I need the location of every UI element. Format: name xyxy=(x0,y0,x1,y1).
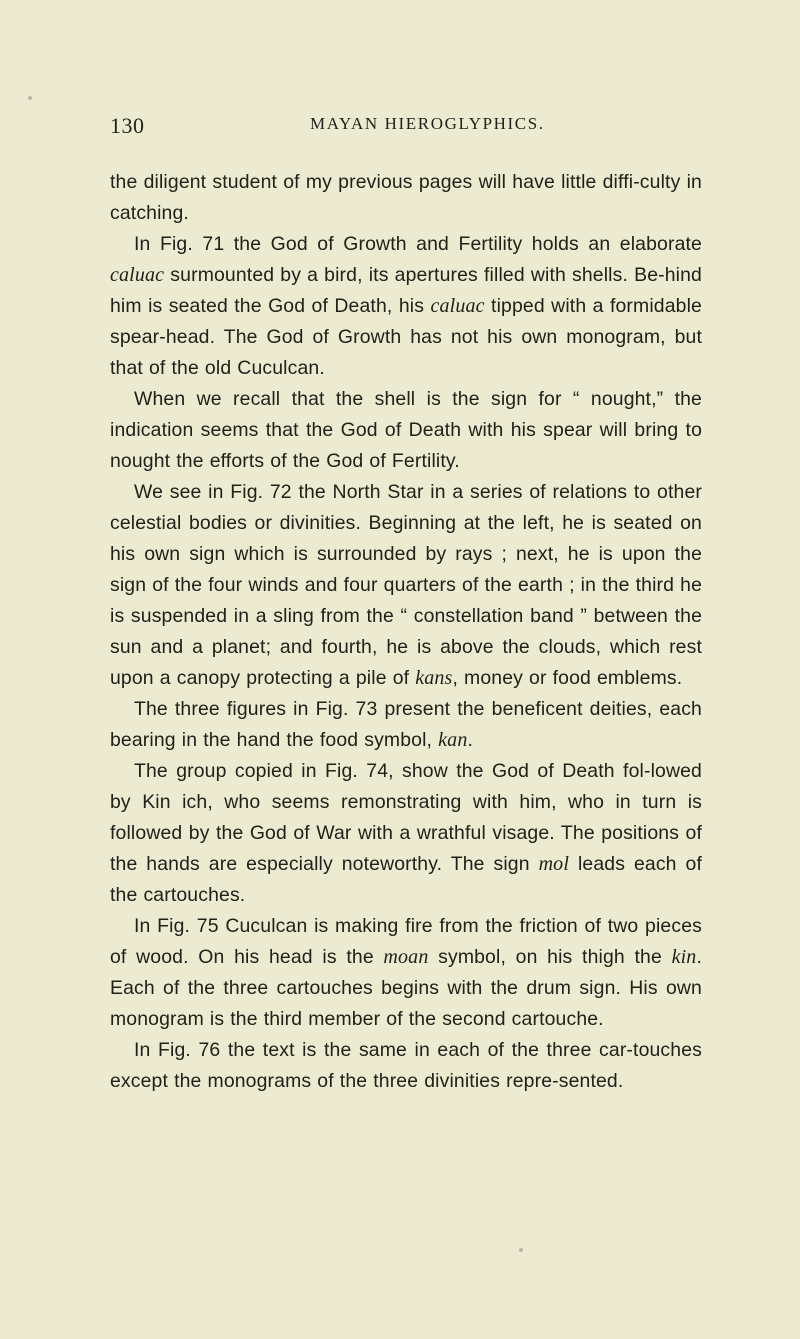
paragraph-4 xyxy=(110,477,702,694)
paragraph-6-text-a: The group copied in Fig. 74, show the God of Death fol-lowed by Kin ich, who seems remonstrating with him, who in turn is followed by the God of War with a wrathful visage. The positions of the hands are especially noteworthy. The sign xyxy=(110,760,702,875)
italic-term-kin: kin xyxy=(671,946,697,968)
paragraph-8 xyxy=(110,1035,702,1097)
paragraph-6 xyxy=(110,756,702,911)
paragraph-5-text-a: The three figures in Fig. 73 present the beneficent deities, each bearing in the hand the food symbol, xyxy=(110,698,702,751)
paragraph-8-text: In Fig. 76 the text is the same in each of the three car-touches except the monograms of the three divinities repre-sented. xyxy=(110,1039,702,1092)
italic-term-moan: moan xyxy=(383,946,429,968)
paragraph-1 xyxy=(110,167,702,229)
paragraph-7 xyxy=(110,911,702,1035)
italic-term-caluac-2: caluac xyxy=(430,295,485,317)
paragraph-6-text-b: leads each of the cartouches. xyxy=(110,853,702,906)
italic-term-mol: mol xyxy=(538,853,570,875)
body-text xyxy=(110,167,702,1097)
paragraph-3 xyxy=(110,384,702,477)
paragraph-2-text-c: tipped with a formidable spear-head. The God of Growth has not his own monogram, but that of the old Cuculcan. xyxy=(110,295,702,379)
page-number: 130 xyxy=(110,113,145,138)
paragraph-1-text: the diligent student of my previous pages will have little diffi-culty in catching. xyxy=(110,171,702,224)
paragraph-4-text-a: We see in Fig. 72 the North Star in a series of relations to other celestial bodies or divinities. Beginning at the left, he is seated on his own sign which is surrounded by rays ; next, he is upon the sign of the four winds and four quarters of the earth ; in the third he is suspended in a sling from the “ constellation band ” between the sun and a planet; and fourth, he is above the clouds, which rest upon a canopy protecting a pile of xyxy=(110,481,702,689)
paragraph-5 xyxy=(110,694,702,756)
paragraph-2-text-b: surmounted by a bird, its apertures filled with shells. Be-hind him is seated the God of Death, his xyxy=(110,264,702,317)
italic-term-caluac: caluac xyxy=(110,264,165,286)
running-title: MAYAN HIEROGLYPHICS. xyxy=(310,114,545,133)
paragraph-5-text-b: . xyxy=(467,729,474,751)
paper-speck xyxy=(519,1248,523,1252)
paragraph-2-text-a: In Fig. 71 the God of Growth and Fertility holds an elaborate xyxy=(134,233,702,255)
italic-term-kans: kans xyxy=(415,667,453,689)
paragraph-2 xyxy=(110,229,702,384)
paper-speck xyxy=(28,96,32,100)
paragraph-7-text-a: In Fig. 75 Cuculcan is making fire from the friction of two pieces of wood. On his head is the xyxy=(110,915,702,968)
paragraph-3-text: When we recall that the shell is the sign for “ nought,” the indication seems that the God of Death with his spear will bring to nought the efforts of the God of Fertility. xyxy=(110,388,702,472)
paragraph-7-text-c: . Each of the three cartouches begins with the drum sign. His own monogram is the third member of the second cartouche. xyxy=(110,946,703,1030)
paragraph-7-text-b: symbol, on his thigh the xyxy=(428,946,672,968)
paragraph-4-text-b: , money or food emblems. xyxy=(452,667,683,689)
page-header xyxy=(110,113,690,147)
italic-term-kan: kan xyxy=(438,729,468,751)
